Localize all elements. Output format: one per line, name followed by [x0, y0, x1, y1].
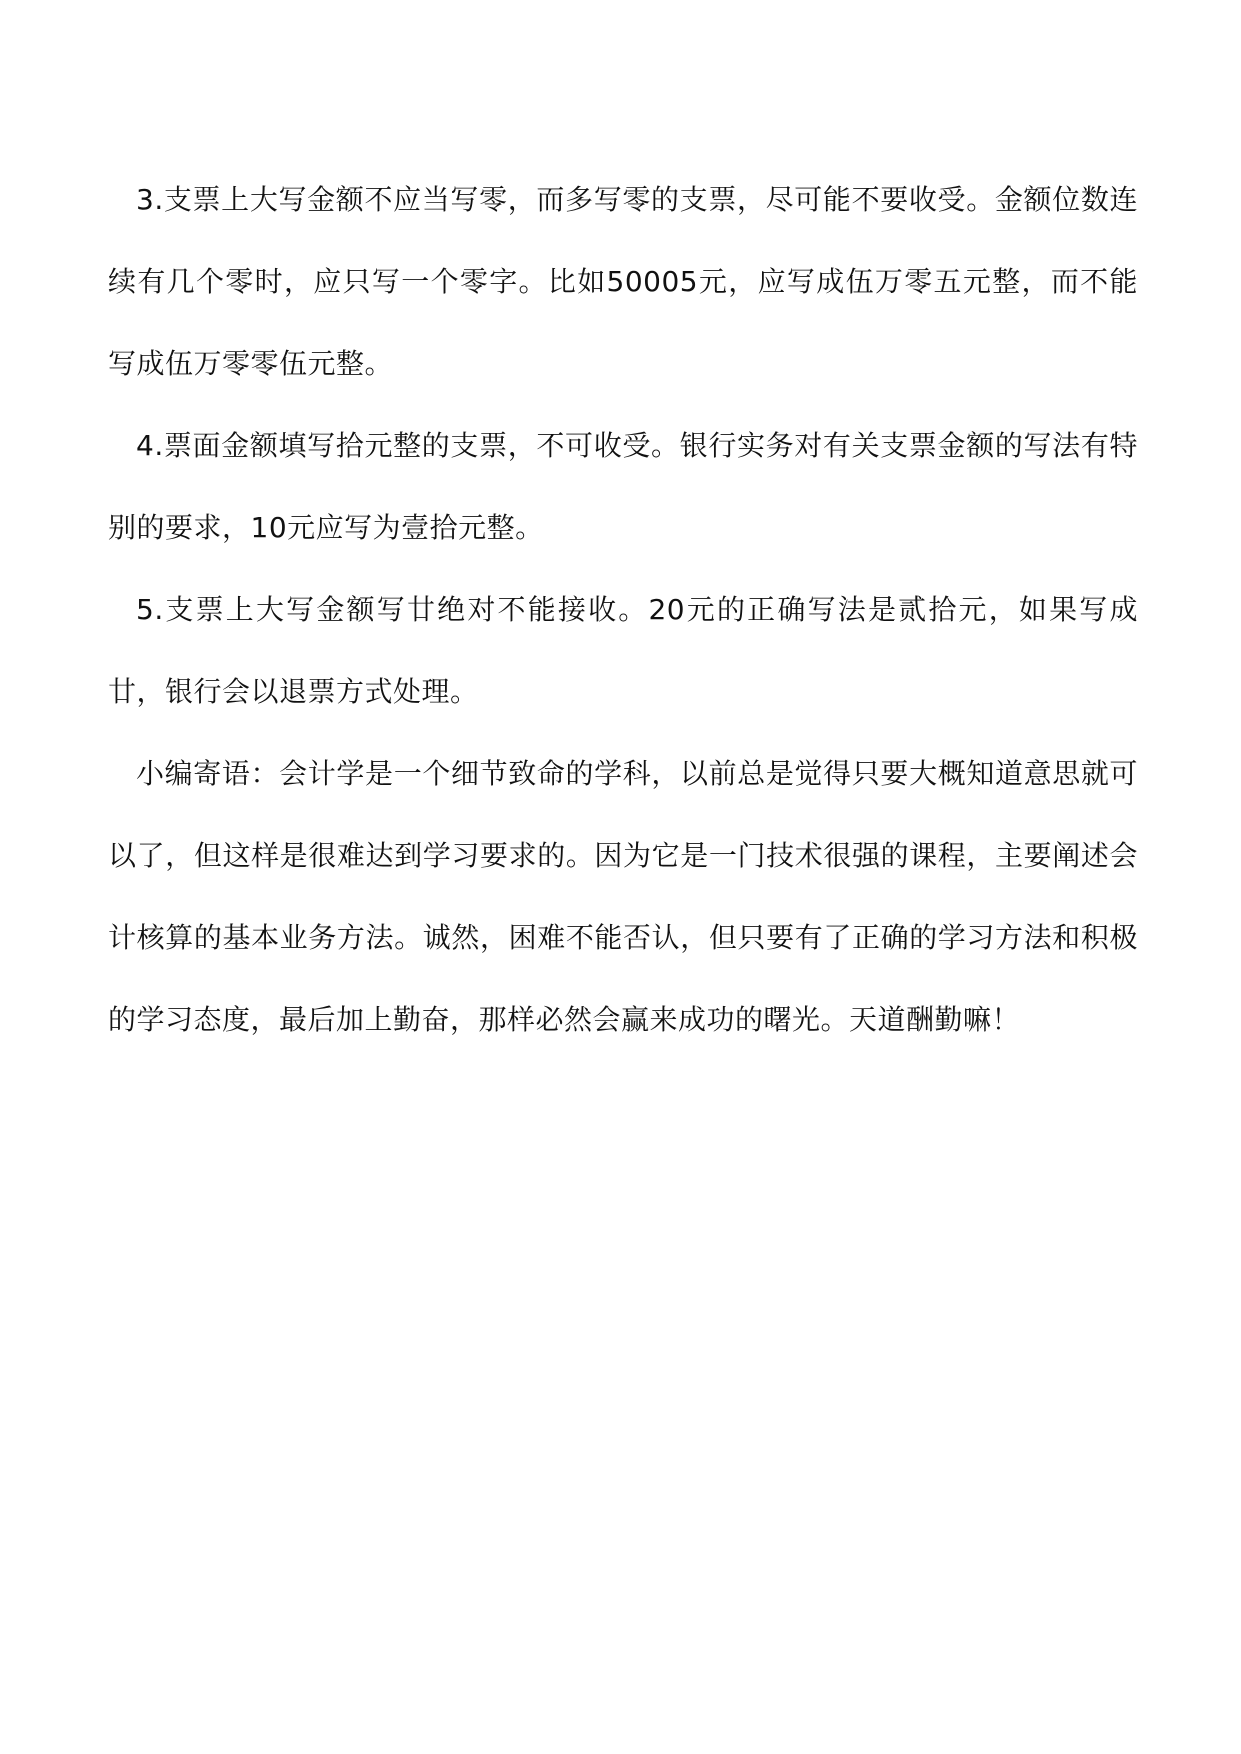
paragraph-item-5: 5.支票上大写金额写廿绝对不能接收。20元的正确写法是贰拾元，如果写成廿，银行会以退票方式处理。	[108, 593, 1138, 708]
document-body	[108, 159, 1138, 1061]
paragraph-item-4: 4.票面金额填写拾元整的支票，不可收受。银行实务对有关支票金额的写法有特别的要求，10元应写为壹拾元整。	[108, 429, 1138, 544]
paragraph-item-3: 3.支票上大写金额不应当写零，而多写零的支票，尽可能不要收受。金额位数连续有几个零时，应只写一个零字。比如50005元，应写成伍万零五元整，而不能写成伍万零零伍元整。	[108, 183, 1138, 380]
editor-note-paragraph: 小编寄语：会计学是一个细节致命的学科，以前总是觉得只要大概知道意思就可以了，但这样是很难达到学习要求的。因为它是一门技术很强的课程，主要阐述会计核算的基本业务方法。诚然，困难不能否认，但只要有了正确的学习方法和积极的学习态度，最后加上勤奋，那样必然会赢来成功的曙光。天道酬勤嘛！	[108, 757, 1138, 1036]
